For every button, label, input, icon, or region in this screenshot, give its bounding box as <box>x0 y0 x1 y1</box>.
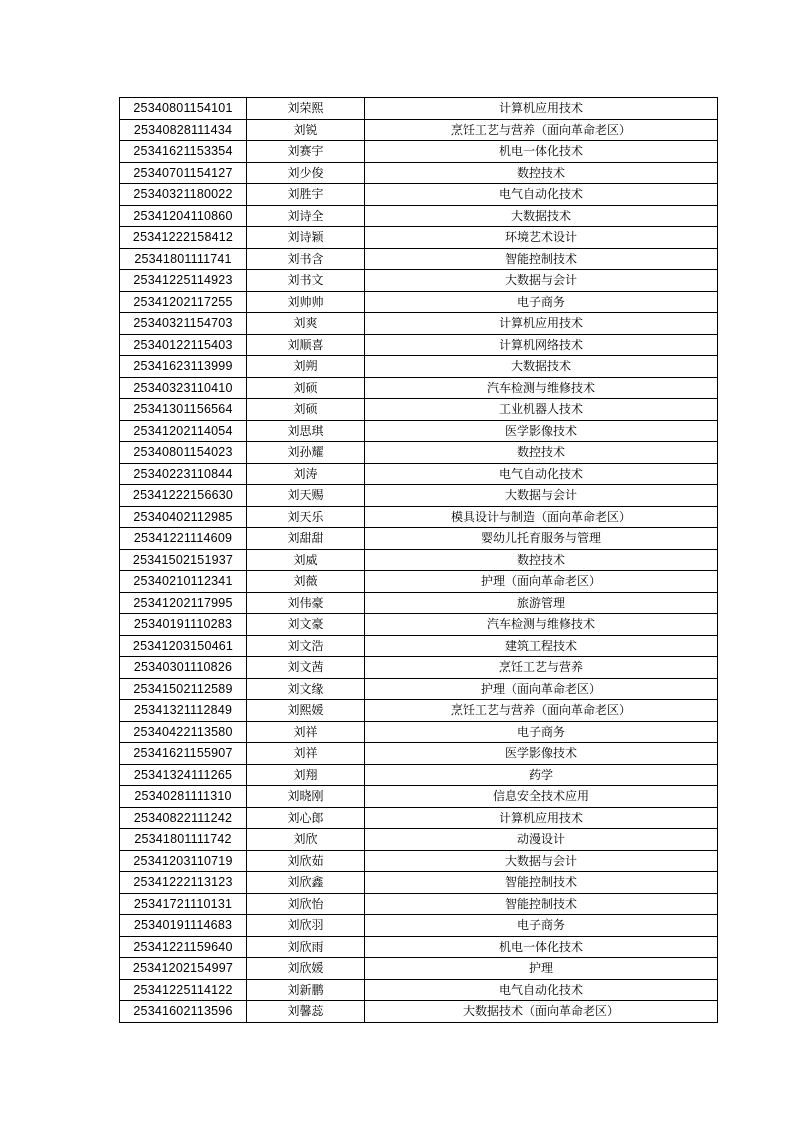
table-row <box>120 205 718 227</box>
name-cell: 刘涛 <box>247 463 365 485</box>
name-cell: 刘荣熙 <box>247 98 365 120</box>
major-cell: 计算机应用技术 <box>365 313 718 335</box>
table-row <box>120 1001 718 1023</box>
table-row <box>120 743 718 765</box>
name-cell: 刘晓刚 <box>247 786 365 808</box>
id-cell: 25341623113999 <box>120 356 247 378</box>
name-cell: 刘天乐 <box>247 506 365 528</box>
id-cell: 25341203110719 <box>120 850 247 872</box>
major-cell: 信息安全技术应用 <box>365 786 718 808</box>
table-row <box>120 850 718 872</box>
name-cell: 刘诗颖 <box>247 227 365 249</box>
major-cell: 烹饪工艺与营养 <box>365 657 718 679</box>
id-cell: 25340402112985 <box>120 506 247 528</box>
id-cell: 25341222158412 <box>120 227 247 249</box>
name-cell: 刘天赐 <box>247 485 365 507</box>
id-cell: 25340701154127 <box>120 162 247 184</box>
name-cell: 刘伟豪 <box>247 592 365 614</box>
id-cell: 25340801154101 <box>120 98 247 120</box>
name-cell: 刘欣媛 <box>247 958 365 980</box>
major-cell: 医学影像技术 <box>365 743 718 765</box>
table-row <box>120 893 718 915</box>
table-row <box>120 313 718 335</box>
id-cell: 25340281111310 <box>120 786 247 808</box>
table-row <box>120 700 718 722</box>
table-row <box>120 549 718 571</box>
id-cell: 25341721110131 <box>120 893 247 915</box>
table-row <box>120 678 718 700</box>
id-cell: 25341602113596 <box>120 1001 247 1023</box>
major-cell: 电子商务 <box>365 721 718 743</box>
table-row <box>120 721 718 743</box>
table-row <box>120 958 718 980</box>
name-cell: 刘顺喜 <box>247 334 365 356</box>
id-cell: 25340191110283 <box>120 614 247 636</box>
major-cell: 计算机应用技术 <box>365 807 718 829</box>
name-cell: 刘欣羽 <box>247 915 365 937</box>
major-cell: 烹饪工艺与营养（面向革命老区） <box>365 119 718 141</box>
major-cell: 模具设计与制造（面向革命老区） <box>365 506 718 528</box>
admission-list-table <box>119 97 718 1023</box>
major-cell: 护理 <box>365 958 718 980</box>
table-row <box>120 485 718 507</box>
table-row <box>120 506 718 528</box>
major-cell: 大数据技术（面向革命老区） <box>365 1001 718 1023</box>
major-cell: 医学影像技术 <box>365 420 718 442</box>
name-cell: 刘诗全 <box>247 205 365 227</box>
major-cell: 护理（面向革命老区） <box>365 571 718 593</box>
major-cell: 计算机应用技术 <box>365 98 718 120</box>
id-cell: 25341202114054 <box>120 420 247 442</box>
major-cell: 大数据技术 <box>365 356 718 378</box>
table-row <box>120 248 718 270</box>
table-row <box>120 915 718 937</box>
major-cell: 电子商务 <box>365 291 718 313</box>
name-cell: 刘硕 <box>247 399 365 421</box>
id-cell: 25340422113580 <box>120 721 247 743</box>
table-row <box>120 98 718 120</box>
id-cell: 25341324111265 <box>120 764 247 786</box>
name-cell: 刘锐 <box>247 119 365 141</box>
name-cell: 刘馨蕊 <box>247 1001 365 1023</box>
table-row <box>120 764 718 786</box>
name-cell: 刘硕 <box>247 377 365 399</box>
major-cell: 婴幼儿托育服务与管理 <box>365 528 718 550</box>
major-cell: 数控技术 <box>365 549 718 571</box>
major-cell: 环境艺术设计 <box>365 227 718 249</box>
name-cell: 刘文浩 <box>247 635 365 657</box>
name-cell: 刘书含 <box>247 248 365 270</box>
name-cell: 刘爽 <box>247 313 365 335</box>
table-row <box>120 227 718 249</box>
id-cell: 25341221159640 <box>120 936 247 958</box>
name-cell: 刘心郎 <box>247 807 365 829</box>
major-cell: 电子商务 <box>365 915 718 937</box>
table-row <box>120 635 718 657</box>
name-cell: 刘欣雨 <box>247 936 365 958</box>
name-cell: 刘文茜 <box>247 657 365 679</box>
major-cell: 汽车检测与维修技术 <box>365 614 718 636</box>
table-row <box>120 141 718 163</box>
table-row <box>120 463 718 485</box>
table-row <box>120 872 718 894</box>
table-row <box>120 334 718 356</box>
name-cell: 刘欣鑫 <box>247 872 365 894</box>
id-cell: 25341222156630 <box>120 485 247 507</box>
name-cell: 刘欣 <box>247 829 365 851</box>
id-cell: 25341801111742 <box>120 829 247 851</box>
id-cell: 25341301156564 <box>120 399 247 421</box>
name-cell: 刘文缘 <box>247 678 365 700</box>
major-cell: 电气自动化技术 <box>365 979 718 1001</box>
major-cell: 汽车检测与维修技术 <box>365 377 718 399</box>
major-cell: 动漫设计 <box>365 829 718 851</box>
id-cell: 25341621153354 <box>120 141 247 163</box>
id-cell: 25341502151937 <box>120 549 247 571</box>
major-cell: 药学 <box>365 764 718 786</box>
name-cell: 刘欣怡 <box>247 893 365 915</box>
table-row <box>120 184 718 206</box>
major-cell: 智能控制技术 <box>365 893 718 915</box>
table-row <box>120 442 718 464</box>
id-cell: 25340191114683 <box>120 915 247 937</box>
table-row <box>120 592 718 614</box>
table-row <box>120 420 718 442</box>
name-cell: 刘熙媛 <box>247 700 365 722</box>
id-cell: 25341202117255 <box>120 291 247 313</box>
id-cell: 25341321112849 <box>120 700 247 722</box>
id-cell: 25340321154703 <box>120 313 247 335</box>
table-row <box>120 291 718 313</box>
name-cell: 刘朔 <box>247 356 365 378</box>
name-cell: 刘文豪 <box>247 614 365 636</box>
major-cell: 大数据与会计 <box>365 850 718 872</box>
id-cell: 25341801111741 <box>120 248 247 270</box>
id-cell: 25341202154997 <box>120 958 247 980</box>
name-cell: 刘帅帅 <box>247 291 365 313</box>
id-cell: 25341621155907 <box>120 743 247 765</box>
name-cell: 刘祥 <box>247 721 365 743</box>
id-cell: 25341221114609 <box>120 528 247 550</box>
id-cell: 25341203150461 <box>120 635 247 657</box>
major-cell: 机电一体化技术 <box>365 141 718 163</box>
table-row <box>120 377 718 399</box>
table-row <box>120 356 718 378</box>
table-body <box>120 98 718 1023</box>
table-row <box>120 528 718 550</box>
major-cell: 旅游管理 <box>365 592 718 614</box>
name-cell: 刘甜甜 <box>247 528 365 550</box>
id-cell: 25340122115403 <box>120 334 247 356</box>
table-row <box>120 270 718 292</box>
id-cell: 25340828111434 <box>120 119 247 141</box>
id-cell: 25341225114122 <box>120 979 247 1001</box>
name-cell: 刘翔 <box>247 764 365 786</box>
table-row <box>120 657 718 679</box>
major-cell: 电气自动化技术 <box>365 463 718 485</box>
id-cell: 25341502112589 <box>120 678 247 700</box>
id-cell: 25340822111242 <box>120 807 247 829</box>
table-row <box>120 614 718 636</box>
major-cell: 计算机网络技术 <box>365 334 718 356</box>
id-cell: 25341222113123 <box>120 872 247 894</box>
id-cell: 25340801154023 <box>120 442 247 464</box>
major-cell: 烹饪工艺与营养（面向革命老区） <box>365 700 718 722</box>
table-row <box>120 936 718 958</box>
id-cell: 25340223110844 <box>120 463 247 485</box>
table-row <box>120 119 718 141</box>
name-cell: 刘赛宇 <box>247 141 365 163</box>
name-cell: 刘威 <box>247 549 365 571</box>
name-cell: 刘思琪 <box>247 420 365 442</box>
id-cell: 25341225114923 <box>120 270 247 292</box>
major-cell: 大数据技术 <box>365 205 718 227</box>
id-cell: 25341202117995 <box>120 592 247 614</box>
major-cell: 工业机器人技术 <box>365 399 718 421</box>
name-cell: 刘胜宇 <box>247 184 365 206</box>
id-cell: 25340210112341 <box>120 571 247 593</box>
table-row <box>120 807 718 829</box>
name-cell: 刘祥 <box>247 743 365 765</box>
table-row <box>120 786 718 808</box>
major-cell: 建筑工程技术 <box>365 635 718 657</box>
table-row <box>120 979 718 1001</box>
table-row <box>120 399 718 421</box>
major-cell: 数控技术 <box>365 442 718 464</box>
major-cell: 智能控制技术 <box>365 248 718 270</box>
name-cell: 刘薇 <box>247 571 365 593</box>
id-cell: 25340323110410 <box>120 377 247 399</box>
table-row <box>120 571 718 593</box>
id-cell: 25340321180022 <box>120 184 247 206</box>
major-cell: 机电一体化技术 <box>365 936 718 958</box>
name-cell: 刘书文 <box>247 270 365 292</box>
id-cell: 25340301110826 <box>120 657 247 679</box>
major-cell: 护理（面向革命老区） <box>365 678 718 700</box>
major-cell: 电气自动化技术 <box>365 184 718 206</box>
table-row <box>120 162 718 184</box>
name-cell: 刘孙耀 <box>247 442 365 464</box>
major-cell: 数控技术 <box>365 162 718 184</box>
name-cell: 刘新鹏 <box>247 979 365 1001</box>
major-cell: 大数据与会计 <box>365 270 718 292</box>
major-cell: 智能控制技术 <box>365 872 718 894</box>
table-row <box>120 829 718 851</box>
id-cell: 25341204110860 <box>120 205 247 227</box>
name-cell: 刘欣茹 <box>247 850 365 872</box>
major-cell: 大数据与会计 <box>365 485 718 507</box>
name-cell: 刘少俊 <box>247 162 365 184</box>
